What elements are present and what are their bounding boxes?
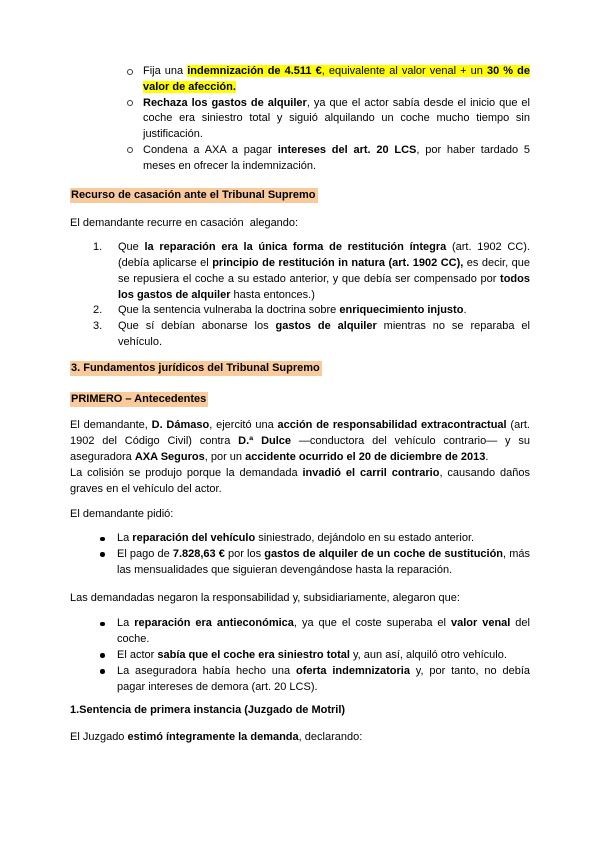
paragraph-demandadas-negaron: Las demandadas negaron la responsabilidad y, subsidiariamente, alegaron que: — [70, 591, 460, 604]
list-item — [143, 96, 530, 143]
list-item — [117, 648, 530, 664]
section-heading-recurso-casacion — [70, 188, 530, 204]
list-item — [143, 143, 530, 175]
paragraph-antecedentes-2: La colisión se produjo porque la demandada invadió el carril contrario, causando daños graves en el vehículo del actor. — [70, 466, 530, 495]
disc-bullet-icon — [100, 537, 105, 542]
disc-bullet-icon — [100, 622, 105, 627]
list-number: 2. — [93, 304, 103, 317]
section-heading-text: PRIMERO – Antecedentes — [71, 392, 207, 405]
list-item-text: La reparación era antieconómica, ya que el coste superaba el valor venal del coche. — [117, 617, 530, 646]
disc-bullet-icon — [100, 653, 105, 658]
list-item — [93, 240, 530, 303]
disc-bullet-icon — [100, 552, 105, 557]
list-item-text: El pago de 7.828,63 € por los gastos de alquiler de un coche de sustitución, más las mensualidades que siguieran devengándose hasta la reparación. — [117, 547, 530, 576]
list-item-text: La reparación del vehículo siniestrado, dejándolo en su estado anterior. — [117, 532, 475, 545]
list-item — [93, 319, 530, 351]
subsection-heading-sentencia-primera-instancia: 1.Sentencia de primera instancia (Juzgado de Motril) — [70, 704, 346, 717]
section-heading-text: 3. Fundamentos jurídicos del Tribunal Supremo — [71, 361, 320, 374]
list-item-text: Fija una indemnización de 4.511 €, equivalente al valor venal + un 30 % de valor de afección. — [143, 65, 530, 93]
list-item — [93, 303, 530, 319]
paragraph-juzgado-estimo: El Juzgado estimó íntegramente la demanda, declarando: — [70, 731, 363, 744]
claimant-requests-list — [70, 531, 530, 578]
section-heading-text: Recurso de casación ante el Tribunal Supremo — [71, 188, 316, 201]
list-item-text: Que sí debían abonarse los gastos de alquiler mientras no se reparaba el vehículo. — [118, 320, 530, 348]
list-item-text: Rechaza los gastos de alquiler, ya que el actor sabía desde el inicio que el coche era siniestro total y siguió alquilando un coche mucho tiempo sin justificación. — [143, 96, 530, 141]
circle-bullet-icon — [127, 100, 133, 106]
paragraph-demandante-pidio: El demandante pidió: — [70, 508, 174, 521]
section-heading-primero-antecedentes — [70, 392, 530, 408]
list-item — [117, 531, 530, 547]
list-item-text: Que la reparación era la única forma de restitución íntegra (art. 1902 CC). (debía aplicarse el principio de restitución in natura (art. 1902 CC), es decir, que se repusiera el coche a su estado anterior, y que debía ser compensado por todos los gastos de alquiler hasta entonces.) — [118, 241, 530, 301]
list-item-text: Que la sentencia vulneraba la doctrina sobre enriquecimiento injusto. — [118, 304, 467, 317]
paragraph-antecedentes-1: El demandante, D. Dámaso, ejercitó una acción de responsabilidad extracontractual (art. 1902 del Código Civil) contra D.ª Dulce —conductora del vehículo contrario— y su aseguradora AXA Seguros, por un accidente ocurrido el 20 de diciembre de 2013. — [70, 419, 530, 463]
casacion-grounds-list — [70, 240, 530, 351]
disc-bullet-icon — [100, 669, 105, 674]
paragraph-recurre-casacion: El demandante recurre en casación alegando: — [70, 217, 299, 230]
list-item-text: La aseguradora había hecho una oferta indemnizatoria y, por tanto, no debía pagar intereses de demora (art. 20 LCS). — [117, 664, 531, 693]
list-item — [117, 616, 530, 648]
list-item — [117, 664, 530, 696]
section-heading-fundamentos — [70, 361, 530, 377]
list-item-text: El actor sabía que el coche era siniestro total y, aun así, alquiló otro vehículo. — [117, 648, 507, 661]
list-item — [143, 64, 530, 96]
appeal-ruling-list — [70, 64, 530, 175]
circle-bullet-icon — [127, 69, 133, 75]
defendant-arguments-list — [70, 616, 530, 695]
list-number: 1. — [93, 241, 103, 254]
circle-bullet-icon — [127, 147, 133, 153]
list-number: 3. — [93, 320, 103, 333]
list-item-text: Condena a AXA a pagar intereses del art. 20 LCS, por haber tardado 5 meses en ofrecer la indemnización. — [143, 143, 530, 172]
list-item — [117, 547, 530, 579]
